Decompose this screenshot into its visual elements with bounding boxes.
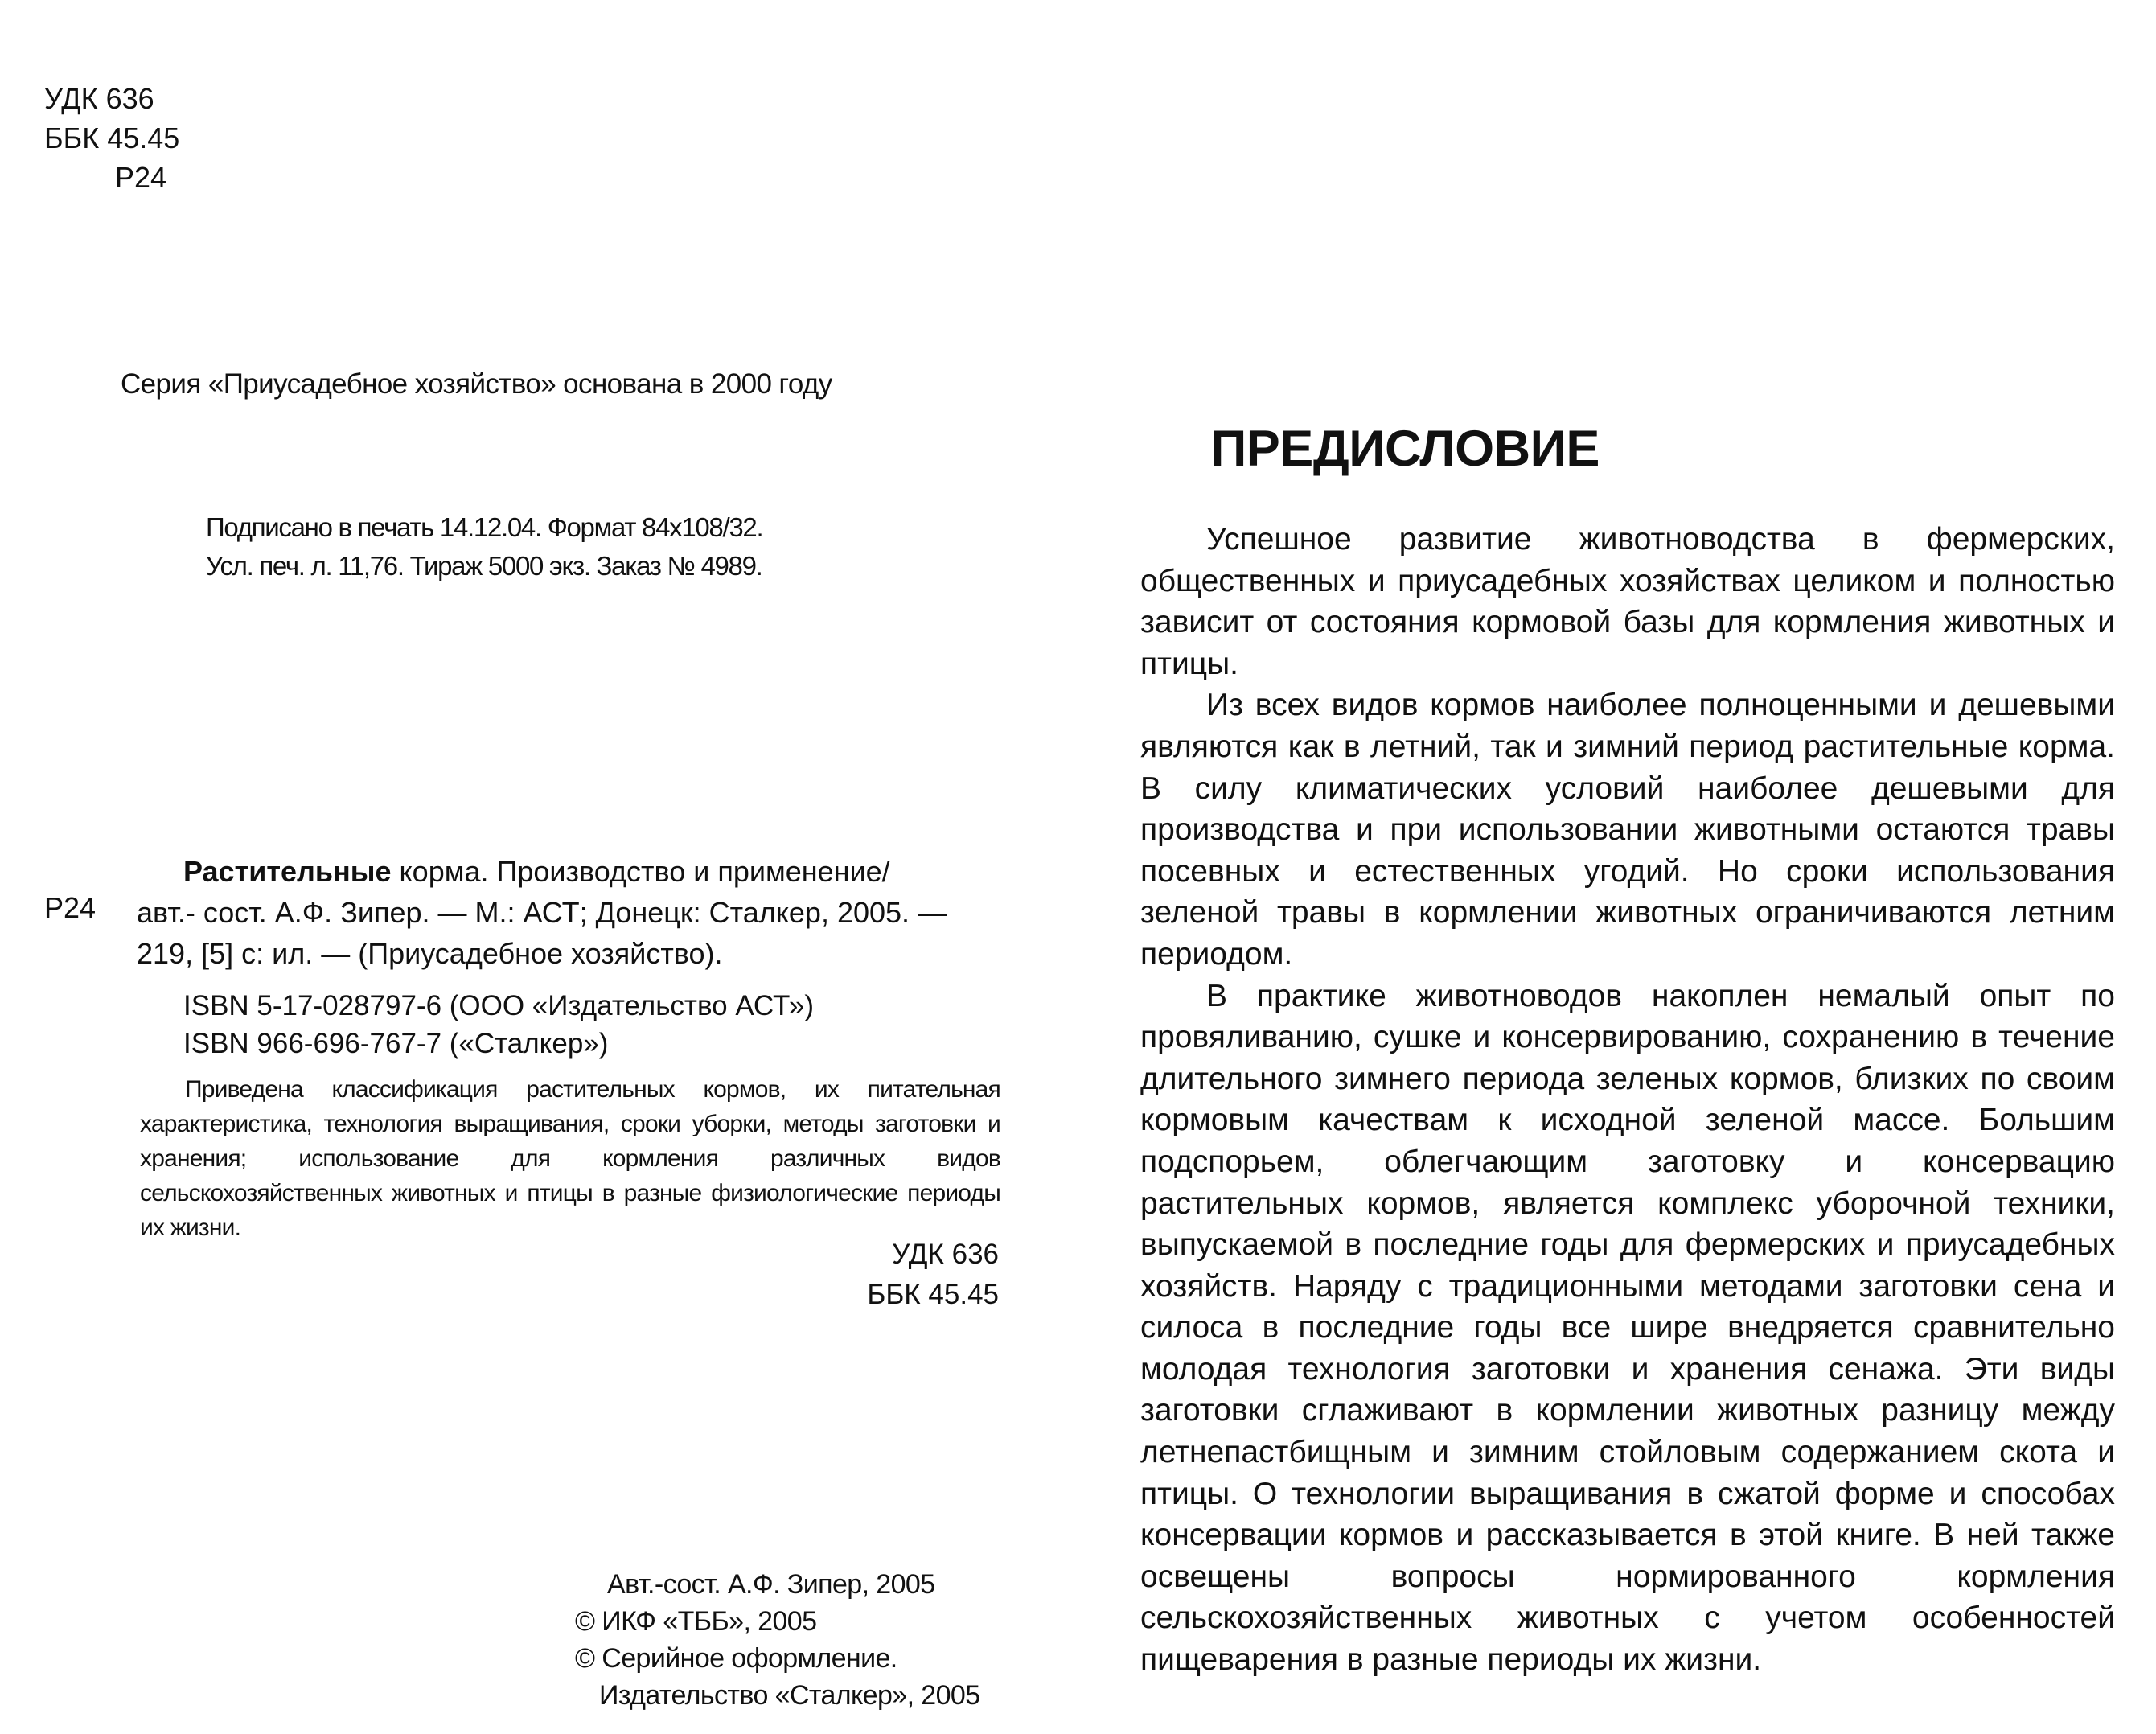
biblio-title-bold: Растительные	[183, 855, 392, 888]
preface-heading: ПРЕДИСЛОВИЕ	[1210, 421, 1600, 477]
series-note: Серия «Приусадебное хозяйство» основана в 2000 году	[121, 368, 832, 400]
biblio-line-1	[137, 851, 997, 892]
print-info-line-1: Подписано в печать 14.12.04. Формат 84x108/32.	[206, 512, 763, 542]
udk-bottom-code: УДК 636	[892, 1239, 999, 1270]
preface-body	[1140, 519, 2115, 1681]
copyright-line-4: Издательство «Сталкер», 2005	[599, 1680, 980, 1711]
isbn-block	[183, 987, 814, 1062]
author-mark: Р24	[115, 161, 167, 194]
annotation: Приведена классификация растительных кормов, их питательная характеристика, технология выращивания, сроки уборки, методы заготовки и хранения; использование для кормления различных видов сельскохозяйственных животных и птицы в разные физиологические периоды их жизни.	[140, 1076, 1000, 1241]
bibliographic-record	[137, 851, 997, 974]
isbn-stalker: ISBN 966-696-767-7 («Сталкер»)	[183, 1028, 609, 1059]
udk-code: УДК 636	[44, 82, 154, 115]
preface-paragraph-2: Из всех видов кормов наиболее полноценными и дешевыми являются как в летний, так и зимний период растительные корма. В силу климатических условий наиболее дешевыми для производства и при использовании животными остаются травы посевных и естественных угодий. Но сроки использования зеленой травы в кормлении животных ограничиваются летним периодом.	[1140, 688, 2115, 972]
biblio-line-2: авт.- сост. А.Ф. Зипер. — М.: АСТ; Донецк: Сталкер, 2005. —	[137, 896, 947, 929]
classification-block	[44, 79, 179, 197]
preface-paragraph-1: Успешное развитие животноводства в фермерских, общественных и приусадебных хозяйствах целиком и полностью зависит от состояния кормовой базы для кормления животных и птицы.	[1140, 522, 2115, 681]
print-info	[206, 508, 762, 586]
isbn-ast: ISBN 5-17-028797-6 (ООО «Издательство АСТ»)	[183, 990, 814, 1021]
copyright-block	[575, 1566, 980, 1714]
copyright-line-1: Авт.-сост. А.Ф. Зипер, 2005	[607, 1569, 935, 1600]
biblio-author-mark: Р24	[44, 891, 97, 924]
print-info-line-2: Усл. печ. л. 11,76. Тираж 5000 экз. Заказ № 4989.	[206, 551, 762, 581]
bbk-bottom-code: ББК 45.45	[867, 1279, 999, 1310]
biblio-line-3: 219, [5] с: ил. — (Приусадебное хозяйство).	[137, 937, 723, 970]
copyright-line-3: © Серийное оформление.	[575, 1643, 897, 1674]
udk-bottom-block	[812, 1235, 999, 1315]
preface-paragraph-3: В практике животноводов накоплен немалый опыт по провяливанию, сушке и консервированию, сохранению в течение длительного зимнего периода зеленых кормов, близких по своим кормовым качествам к исходной зеленой массе. Большим подспорьем, облегчающим заготовку и консервацию растительных кормов, является комплекс уборочной техники, выпускаемой в последние годы для фермерских и приусадебных хозяйств. Наряду с традиционными методами заготовки сена и силоса в последние годы все шире внедряется сравнительно молодая технология заготовки и хранения сенажа. Эти виды заготовки сглаживают в кормлении животных разницу между летнепастбищным и зимним стойловым содержанием скота и птицы. О технологии выращивания в сжатой форме и способах консервации кормов и рассказывается в этой книге. В ней также освещены вопросы нормированного кормления сельскохозяйственных животных с учетом особенностей пищеварения в разные периоды их жизни.	[1140, 978, 2115, 1678]
biblio-title-rest: корма. Производство и применение/	[391, 855, 890, 888]
bbk-code: ББК 45.45	[44, 121, 180, 154]
copyright-line-2: © ИКФ «ТББ», 2005	[575, 1606, 817, 1637]
